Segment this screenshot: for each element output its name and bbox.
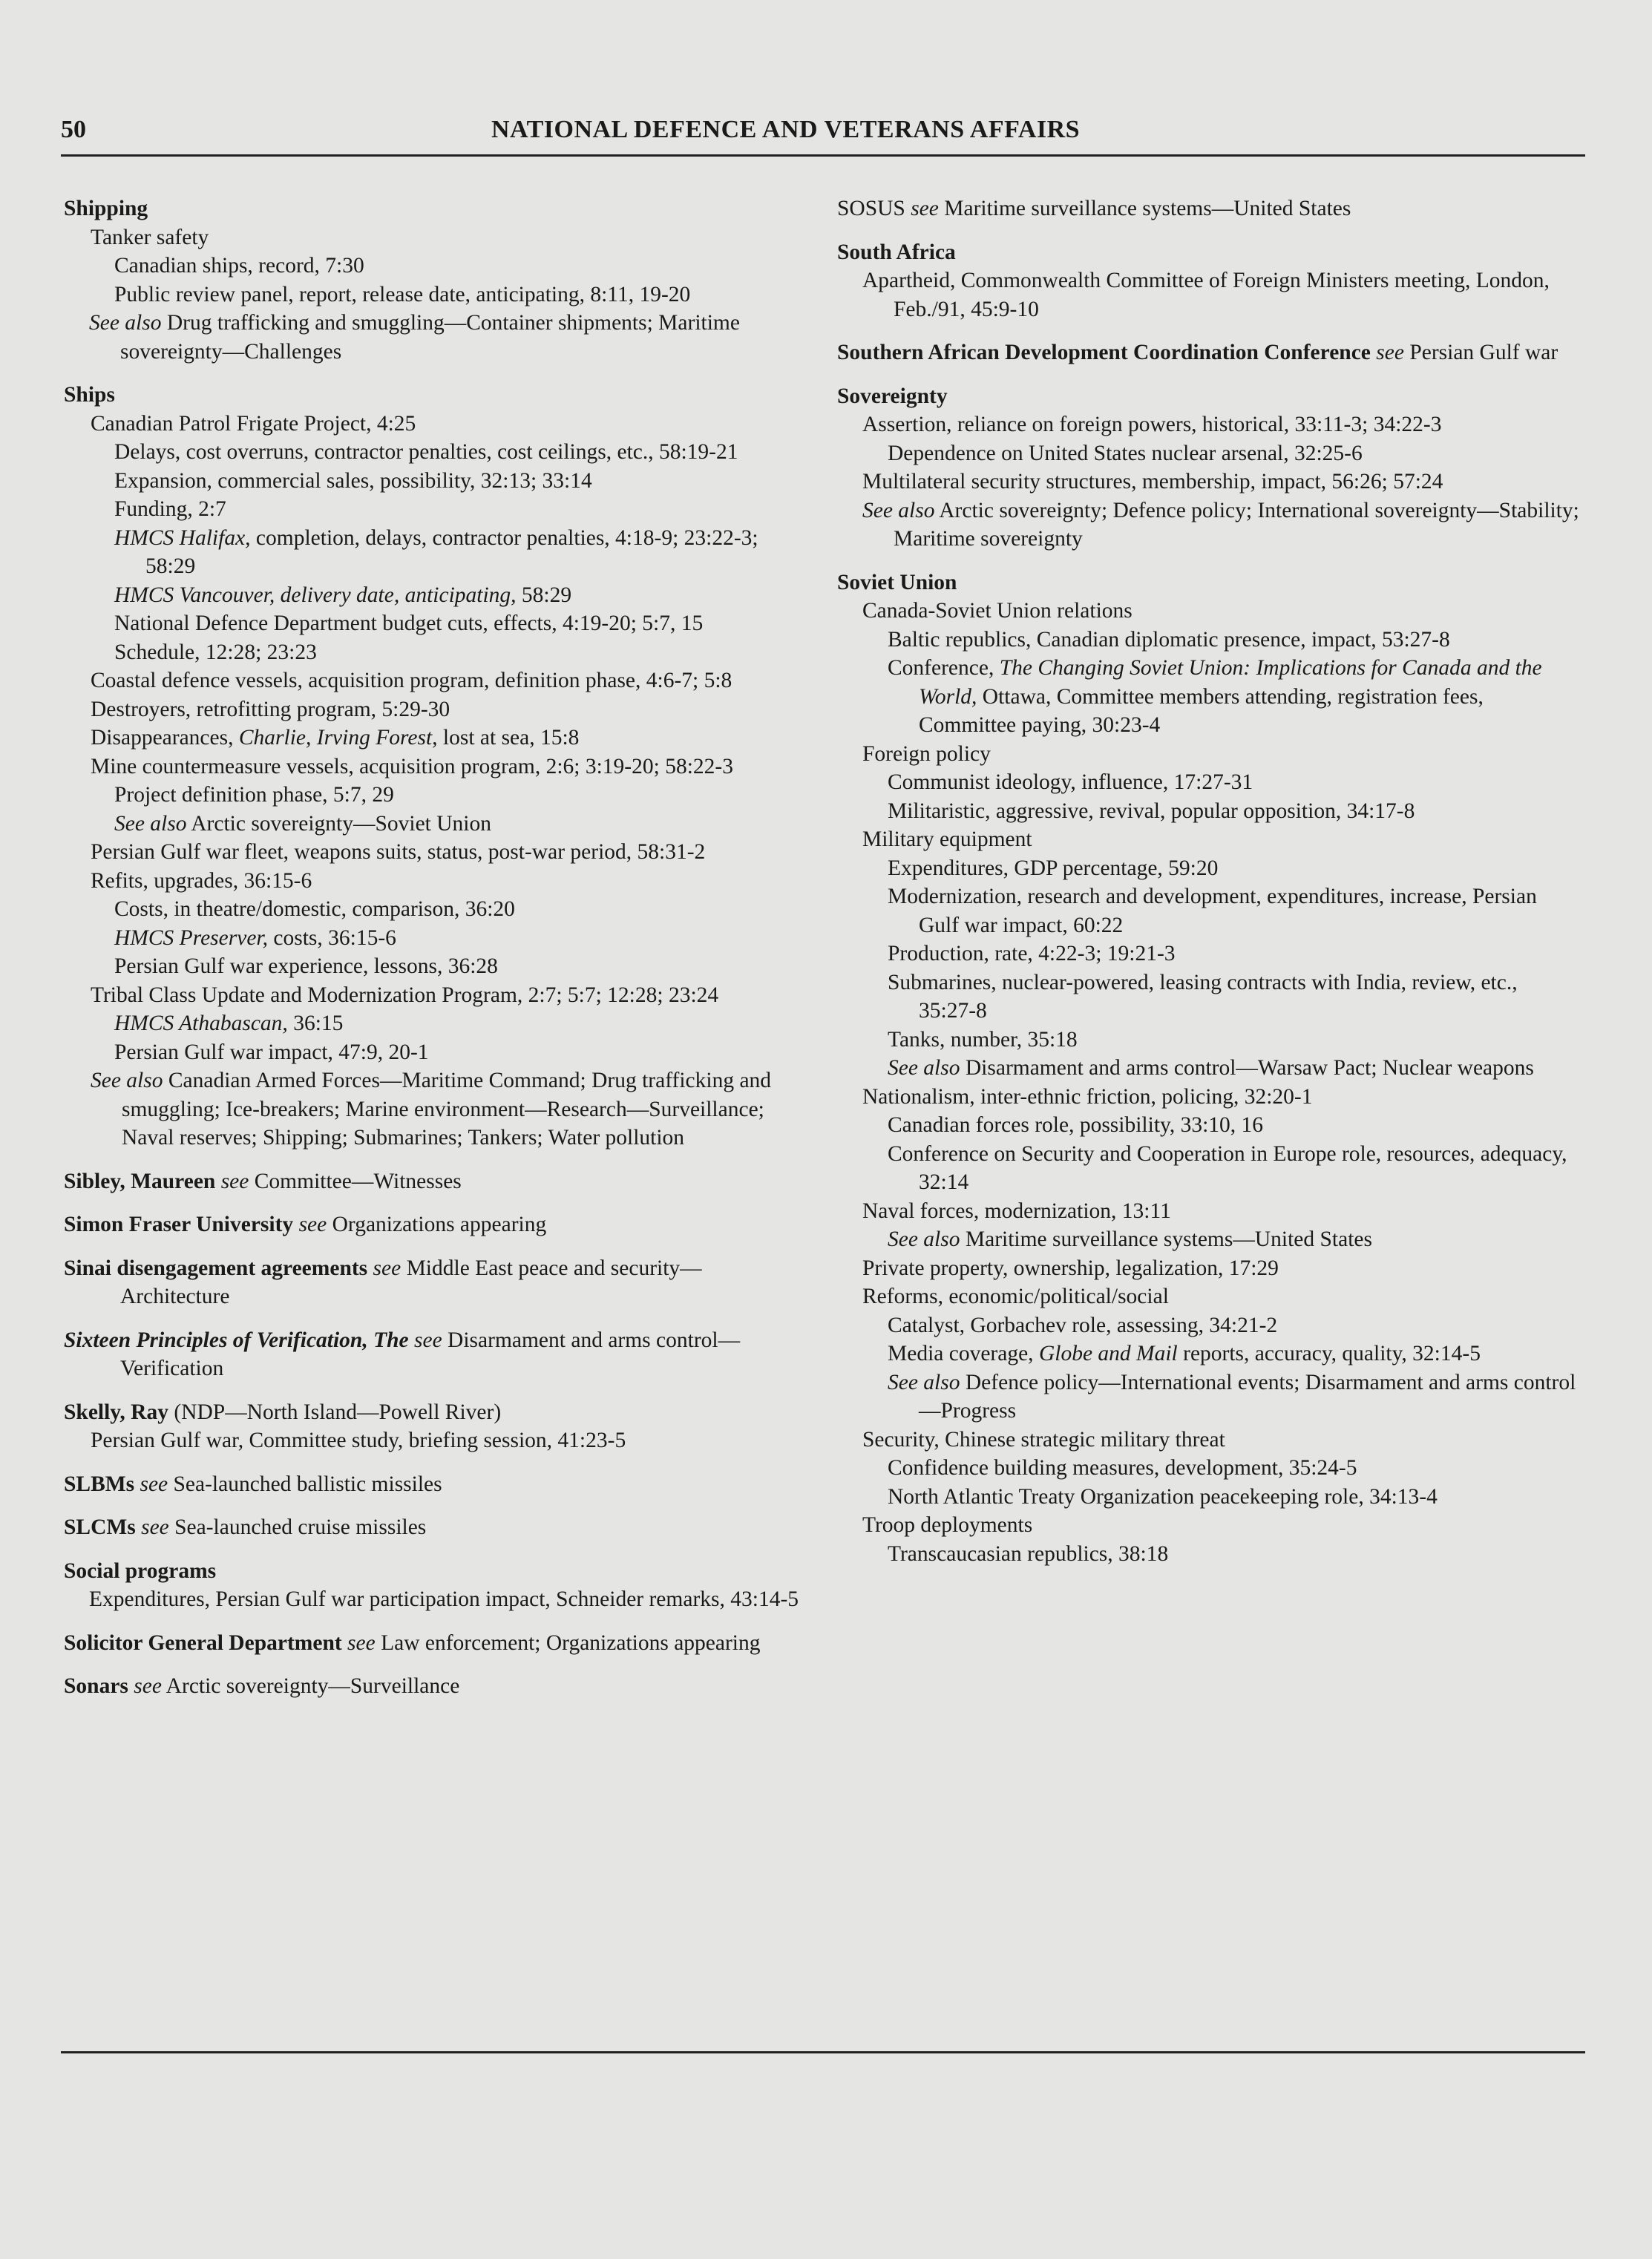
see-target: Committee—Witnesses: [249, 1169, 462, 1193]
subentry: Dependence on United States nuclear arsenal, 32:25-6: [888, 441, 1363, 465]
subentry: Canada-Soviet Union relations: [862, 599, 1133, 623]
see-label: see: [134, 1472, 168, 1496]
subentry: Project definition phase, 5:7, 29: [114, 783, 394, 807]
index-entry-social-programs: [64, 1557, 806, 1614]
index-entry-shipping: [64, 194, 806, 366]
subentry: Private property, ownership, legalization, 17:29: [862, 1256, 1279, 1280]
subentry: Coastal defence vessels, acquisition program, definition phase, 4:6-7; 5:8: [91, 669, 732, 692]
entry-heading: Sibley, Maureen: [64, 1169, 216, 1193]
see-also-label: See also: [862, 498, 935, 522]
ship-name: HMCS Athabascan,: [114, 1012, 288, 1035]
see-label: see: [367, 1256, 401, 1280]
subentry: Assertion, reliance on foreign powers, historical, 33:11-3; 34:22-3: [862, 413, 1442, 436]
subentry-text: reports, accuracy, quality, 32:14-5: [1177, 1342, 1481, 1365]
see-also-target: Maritime surveillance systems—United States: [960, 1227, 1372, 1251]
subentry: [837, 654, 1579, 740]
entry-heading: Social programs: [64, 1558, 217, 1583]
see-target: Organizations appearing: [327, 1213, 547, 1236]
see-also: [64, 1066, 806, 1153]
subentry: Catalyst, Gorbachev role, assessing, 34:21-2: [888, 1313, 1278, 1337]
subentry: Persian Gulf war impact, 47:9, 20-1: [114, 1040, 429, 1064]
entry-heading: Simon Fraser University: [64, 1213, 294, 1236]
index-entry-sonars: [64, 1672, 806, 1701]
subentry: Canadian ships, record, 7:30: [114, 254, 364, 278]
subentry: Persian Gulf war, Committee study, briefing session, 41:23-5: [91, 1429, 626, 1452]
see-also: [837, 1368, 1579, 1426]
see-target: Sea-launched cruise missiles: [168, 1515, 427, 1539]
entry-heading: Sixteen Principles of Verification, The: [64, 1328, 409, 1352]
subentry: Security, Chinese strategic military threat: [862, 1427, 1225, 1452]
subentry: Canadian forces role, possibility, 33:10, 16: [888, 1113, 1264, 1137]
entry-heading: South Africa: [837, 240, 956, 264]
subentry: Nationalism, inter-ethnic friction, policing, 32:20-1: [862, 1084, 1313, 1109]
subentry: Military equipment: [862, 827, 1032, 851]
entry-heading: Southern African Development Coordination Conference: [837, 341, 1371, 364]
see-label: see: [128, 1674, 162, 1698]
subentry: Costs, in theatre/domestic, comparison, 36:20: [114, 897, 515, 921]
subentry: [64, 524, 806, 581]
subentry-text: Media coverage,: [888, 1342, 1039, 1365]
subentry: Delays, cost overruns, contractor penalties, cost ceilings, etc., 58:19-21: [114, 440, 738, 464]
subentry: Public review panel, report, release date, anticipating, 8:11, 19-20: [114, 282, 691, 306]
see-target: Persian Gulf war: [1403, 341, 1558, 364]
see-label: see: [215, 1169, 249, 1193]
subentry: Reforms, economic/political/social: [862, 1285, 1169, 1308]
see-target: Law enforcement; Organizations appearing: [375, 1630, 761, 1655]
see-also-target: Defence policy—International events; Disarmament and arms control—Progress: [919, 1370, 1576, 1423]
subentry: Tanker safety: [91, 225, 209, 249]
ship-name: HMCS Halifax,: [114, 525, 251, 550]
subentry-text: costs, 36:15-6: [268, 925, 396, 950]
index-entry-slcms: [64, 1513, 806, 1542]
ship-name: HMCS Vancouver, delivery date, anticipating,: [114, 583, 517, 607]
publication-title: Globe and Mail: [1038, 1342, 1178, 1365]
subentry: Schedule, 12:28; 23:23: [114, 640, 317, 664]
entry-heading: Solicitor General Department: [64, 1630, 342, 1655]
subentry-text: Conference,: [888, 656, 1000, 680]
page-header: [61, 110, 1585, 157]
footer-rule: [61, 2051, 1585, 2053]
see-also-label: See also: [91, 1069, 163, 1092]
subentry-text: completion, delays, contractor penalties, 4:18-9; 23:22-3; 58:29: [145, 525, 758, 578]
subentry-text: lost at sea, 15:8: [437, 726, 580, 750]
see-also: [64, 309, 806, 366]
subentry: Multilateral security structures, membership, impact, 56:26; 57:24: [862, 470, 1443, 494]
subentry: Baltic republics, Canadian diplomatic presence, impact, 53:27-8: [888, 627, 1450, 652]
index-entry-solicitor-general: [64, 1629, 806, 1658]
entry-heading: SOSUS: [837, 197, 905, 220]
index-column-right: [837, 194, 1579, 1583]
subentry-text: 36:15: [287, 1012, 344, 1035]
see-target: Arctic sovereignty—Surveillance: [161, 1674, 460, 1698]
see-also-target: Drug trafficking and smuggling—Container shipments; Maritime sovereignty—Challenges: [120, 311, 740, 364]
see-also-target: Canadian Armed Forces—Maritime Command; Drug trafficking and smuggling; Ice-breakers; Marine environment—Research—Surveillance; Naval reserves; Shipping; Submarines; Tankers; Water pollution: [122, 1069, 772, 1150]
subentry: Persian Gulf war fleet, weapons suits, status, post-war period, 58:31-2: [91, 840, 706, 864]
subentry: Persian Gulf war experience, lessons, 36:28: [114, 954, 498, 978]
subentry: Canadian Patrol Frigate Project, 4:25: [91, 411, 416, 436]
index-entry-sixteen-principles: [64, 1326, 806, 1383]
subentry-text: 58:29: [516, 583, 572, 607]
page-number: 50: [61, 116, 86, 143]
entry-heading: Shipping: [64, 197, 148, 220]
subentry: Tanks, number, 35:18: [888, 1027, 1078, 1052]
see-also-target: Arctic sovereignty; Defence policy; International sovereignty—Stability; Maritime sovereignty: [894, 498, 1579, 551]
subentry: Confidence building measures, development, 35:24-5: [888, 1456, 1357, 1480]
subentry: Expenditures, GDP percentage, 59:20: [888, 856, 1219, 880]
subentry-text: Ottawa, Committee members attending, registration fees, Committee paying, 30:23-4: [919, 684, 1484, 737]
subentry: North Atlantic Treaty Organization peacekeeping role, 34:13-4: [888, 1484, 1438, 1509]
subentry: Troop deployments: [862, 1513, 1033, 1537]
see-also-label: See also: [888, 1370, 960, 1394]
see-target: Maritime surveillance systems—United States: [938, 197, 1351, 220]
entry-heading: Sonars: [64, 1674, 128, 1698]
entry-heading: Sovereignty: [837, 384, 948, 408]
see-also-target: Arctic sovereignty—Soviet Union: [186, 811, 491, 836]
subentry: [64, 581, 806, 610]
see-also-label: See also: [114, 811, 187, 836]
subentry: National Defence Department budget cuts, effects, 4:19-20; 5:7, 15: [114, 612, 704, 635]
entry-heading: Ships: [64, 383, 115, 407]
subentry: [64, 724, 806, 753]
index-entry-sfu: [64, 1210, 806, 1239]
see-label: see: [408, 1328, 442, 1352]
entry-heading: SLCMs: [64, 1515, 136, 1539]
subentry: Communist ideology, influence, 17:27-31: [888, 770, 1253, 794]
subentry: Tribal Class Update and Modernization Program, 2:7; 5:7; 12:28; 23:24: [91, 983, 719, 1007]
subentry: Destroyers, retrofitting program, 5:29-30: [91, 697, 450, 721]
see-label: see: [905, 197, 939, 220]
see-also: [64, 810, 806, 839]
see-label: see: [135, 1515, 169, 1539]
subentry: Refits, upgrades, 36:15-6: [91, 868, 312, 893]
subentry: Modernization, research and development, expenditures, increase, Persian Gulf war impact, 60:22: [888, 885, 1537, 937]
ship-name: HMCS Preserver,: [114, 925, 269, 950]
index-entry-sibley: [64, 1167, 806, 1196]
see-label: see: [293, 1213, 327, 1236]
see-also-target: Disarmament and arms control—Warsaw Pact; Nuclear weapons: [960, 1056, 1534, 1080]
subentry: [64, 924, 806, 953]
subentry: Foreign policy: [862, 741, 991, 766]
see-also: [837, 496, 1579, 554]
subentry: Conference on Security and Cooperation in Europe role, resources, adequacy, 32:14: [888, 1141, 1567, 1194]
conference-title: The Changing Soviet Union: Implications for Canada and the World,: [919, 656, 1542, 709]
see-target: Sea-launched ballistic missiles: [168, 1472, 442, 1496]
entry-heading: Skelly, Ray: [64, 1400, 168, 1424]
see-label: see: [1370, 341, 1404, 364]
see-target: Middle East peace and security—Architecture: [120, 1256, 702, 1308]
subentry: Militaristic, aggressive, revival, popular opposition, 34:17-8: [888, 799, 1415, 823]
subentry: Transcaucasian republics, 38:18: [888, 1541, 1169, 1566]
entry-heading: SLBMs: [64, 1472, 135, 1496]
subentry: Expenditures, Persian Gulf war participation impact, Schneider remarks, 43:14-5: [89, 1587, 799, 1611]
see-also-label: See also: [888, 1227, 960, 1251]
entry-heading: Sinai disengagement agreements: [64, 1256, 368, 1280]
subentry-text: Disappearances,: [91, 726, 239, 750]
index-entry-skelly: [64, 1398, 806, 1455]
index-entry-slbms: [64, 1470, 806, 1499]
see-label: see: [341, 1630, 376, 1655]
ship-name: Charlie, Irving Forest,: [238, 726, 438, 750]
index-column-left: [64, 194, 806, 1716]
entry-heading: Soviet Union: [837, 570, 957, 594]
subentry: [837, 1340, 1579, 1368]
see-also: [837, 1054, 1579, 1083]
subentry: Mine countermeasure vessels, acquisition program, 2:6; 3:19-20; 58:22-3: [91, 754, 733, 778]
subentry: Production, rate, 4:22-3; 19:21-3: [888, 942, 1176, 965]
see-also-label: See also: [89, 311, 162, 335]
subentry: Naval forces, modernization, 13:11: [862, 1199, 1171, 1223]
see-target: Disarmament and arms control—Verification: [120, 1328, 741, 1380]
running-title: NATIONAL DEFENCE AND VETERANS AFFAIRS: [491, 116, 1081, 143]
see-also-label: See also: [888, 1056, 960, 1080]
subentry: [64, 1009, 806, 1038]
index-entry-sadcc: [837, 338, 1579, 367]
subentry: Apartheid, Commonwealth Committee of Foreign Ministers meeting, London, Feb./91, 45:9-10: [862, 269, 1550, 321]
see-also: [837, 1225, 1579, 1254]
entry-qualifier: (NDP—North Island—Powell River): [168, 1400, 502, 1424]
index-entry-south-africa: [837, 238, 1579, 324]
index-entry-ships: [64, 381, 806, 1153]
index-entry-soviet-union: [837, 568, 1579, 1569]
subentry: Expansion, commercial sales, possibility, 32:13; 33:14: [114, 468, 592, 493]
index-entry-sovereignty: [837, 382, 1579, 554]
index-entry-sosus: [837, 194, 1579, 223]
index-entry-sinai: [64, 1254, 806, 1311]
subentry: Funding, 2:7: [114, 497, 226, 521]
subentry: Submarines, nuclear-powered, leasing contracts with India, review, etc., 35:27-8: [888, 970, 1518, 1023]
